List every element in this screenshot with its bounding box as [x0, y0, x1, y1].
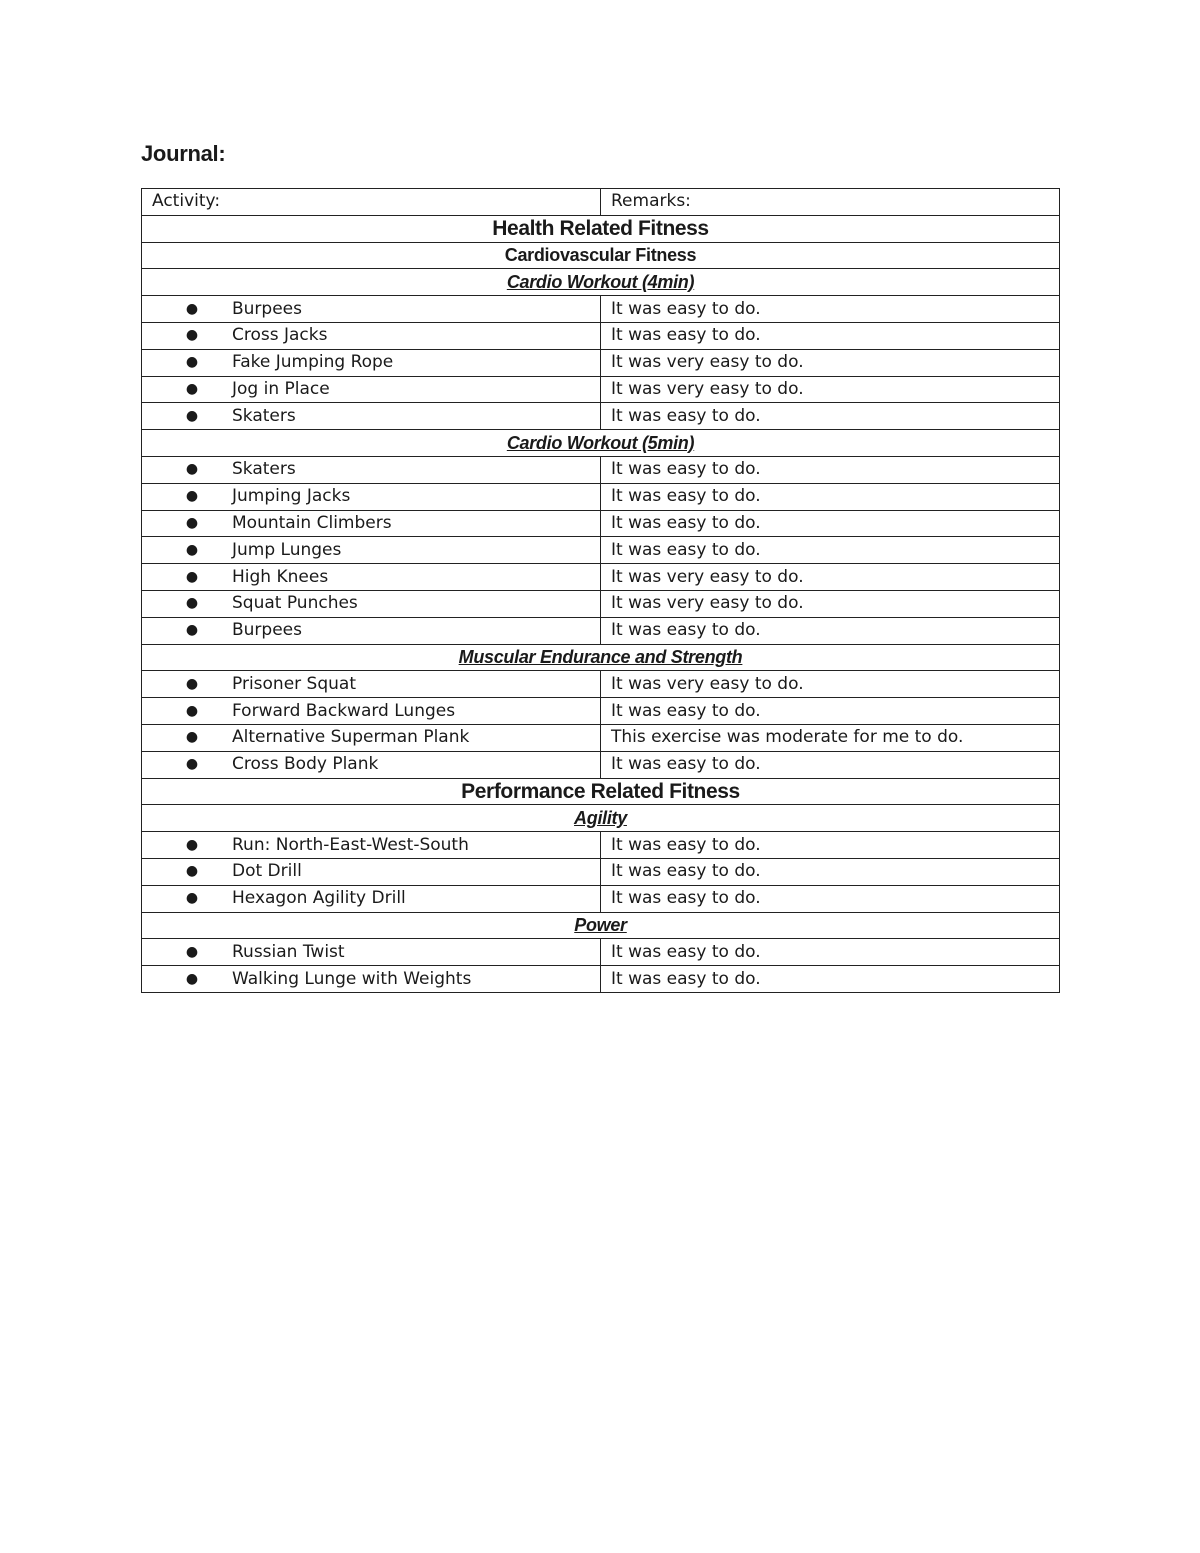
activity-text: Hexagon Agility Drill: [232, 888, 406, 909]
remark-cell: It was easy to do.: [601, 537, 1060, 564]
remark-cell: It was easy to do.: [601, 858, 1060, 885]
bullet-icon: ●: [185, 541, 199, 558]
activity-text: Burpees: [232, 298, 302, 319]
section-heading-row: [142, 778, 1060, 805]
bullet-icon: ●: [185, 675, 199, 692]
activity-text: Russian Twist: [232, 941, 345, 962]
remark-cell: It was easy to do.: [601, 885, 1060, 912]
activity-cell: [142, 322, 601, 349]
activity-cell: [142, 751, 601, 778]
table-row: [142, 617, 1060, 644]
activity-cell: [142, 564, 601, 591]
activity-cell: [142, 537, 601, 564]
workout-heading: Muscular Endurance and Strength: [142, 644, 1060, 671]
activity-cell: [142, 590, 601, 617]
table-row: [142, 751, 1060, 778]
bullet-icon: ●: [185, 461, 199, 478]
activity-text: Forward Backward Lunges: [232, 700, 456, 721]
bullet-icon: ●: [185, 702, 199, 719]
activity-cell: [142, 510, 601, 537]
activity-text: Skaters: [232, 459, 296, 480]
remark-cell: It was easy to do.: [601, 832, 1060, 859]
remark-cell: It was easy to do.: [601, 939, 1060, 966]
section-heading-row: [142, 215, 1060, 242]
workout-heading-row: [142, 912, 1060, 939]
bullet-icon: ●: [185, 622, 199, 639]
remark-cell: It was easy to do.: [601, 403, 1060, 430]
remark-cell: It was very easy to do.: [601, 671, 1060, 698]
activity-cell: [142, 296, 601, 323]
workout-heading-row: [142, 430, 1060, 457]
activity-cell: [142, 671, 601, 698]
table-row: [142, 832, 1060, 859]
remark-cell: It was easy to do.: [601, 751, 1060, 778]
remark-cell: It was easy to do.: [601, 510, 1060, 537]
bullet-icon: ●: [185, 407, 199, 424]
remark-cell: It was easy to do.: [601, 966, 1060, 993]
section-heading: Performance Related Fitness: [142, 778, 1060, 805]
activity-text: High Knees: [232, 566, 329, 587]
bullet-icon: ●: [185, 863, 199, 880]
activity-text: Cross Body Plank: [232, 754, 379, 775]
activity-cell: [142, 939, 601, 966]
remark-cell: It was easy to do.: [601, 456, 1060, 483]
bullet-icon: ●: [185, 514, 199, 531]
workout-heading-row: [142, 644, 1060, 671]
remark-cell: It was easy to do.: [601, 698, 1060, 725]
activity-text: Run: North-East-West-South: [232, 834, 469, 855]
activity-text: Fake Jumping Rope: [232, 352, 394, 373]
activity-cell: [142, 724, 601, 751]
activity-text: Burpees: [232, 620, 302, 641]
activity-text: Jog in Place: [232, 378, 330, 399]
table-header-row: [142, 189, 1060, 216]
table-row: [142, 966, 1060, 993]
activity-cell: [142, 483, 601, 510]
remark-cell: It was easy to do.: [601, 617, 1060, 644]
bullet-icon: ●: [185, 970, 199, 987]
bullet-icon: ●: [185, 595, 199, 612]
workout-heading: Cardio Workout (4min): [142, 269, 1060, 296]
activity-cell: [142, 456, 601, 483]
activity-text: Cross Jacks: [232, 325, 328, 346]
workout-heading: Power: [142, 912, 1060, 939]
remark-cell: It was easy to do.: [601, 322, 1060, 349]
activity-cell: [142, 966, 601, 993]
table-row: [142, 510, 1060, 537]
subsection-heading-row: [142, 242, 1060, 269]
activity-text: Dot Drill: [232, 861, 302, 882]
bullet-icon: ●: [185, 568, 199, 585]
workout-heading: Agility: [142, 805, 1060, 832]
table-row: [142, 403, 1060, 430]
bullet-icon: ●: [185, 890, 199, 907]
activity-cell: [142, 832, 601, 859]
journal-table-body: [142, 189, 1060, 993]
remark-cell: It was easy to do.: [601, 483, 1060, 510]
table-row: [142, 456, 1060, 483]
bullet-icon: ●: [185, 943, 199, 960]
table-row: [142, 349, 1060, 376]
table-row: [142, 885, 1060, 912]
activity-text: Walking Lunge with Weights: [232, 968, 472, 989]
table-row: [142, 858, 1060, 885]
activity-cell: [142, 858, 601, 885]
table-row: [142, 564, 1060, 591]
activity-text: Alternative Superman Plank: [232, 727, 470, 748]
activity-cell: [142, 698, 601, 725]
bullet-icon: ●: [185, 756, 199, 773]
activity-cell: [142, 349, 601, 376]
section-heading: Health Related Fitness: [142, 215, 1060, 242]
page-title: Journal:: [141, 141, 226, 166]
bullet-icon: ●: [185, 354, 199, 371]
table-row: [142, 939, 1060, 966]
table-row: [142, 698, 1060, 725]
workout-heading: Cardio Workout (5min): [142, 430, 1060, 457]
table-row: [142, 376, 1060, 403]
table-row: [142, 322, 1060, 349]
table-row: [142, 590, 1060, 617]
activity-text: Skaters: [232, 405, 296, 426]
table-row: [142, 671, 1060, 698]
bullet-icon: ●: [185, 729, 199, 746]
bullet-icon: ●: [185, 327, 199, 344]
table-row: [142, 296, 1060, 323]
activity-cell: [142, 403, 601, 430]
activity-column-header: Activity:: [142, 189, 601, 216]
remark-cell: It was easy to do.: [601, 296, 1060, 323]
table-row: [142, 724, 1060, 751]
subsection-heading: Cardiovascular Fitness: [142, 242, 1060, 269]
bullet-icon: ●: [185, 380, 199, 397]
activity-cell: [142, 376, 601, 403]
bullet-icon: ●: [185, 300, 199, 317]
bullet-icon: ●: [185, 488, 199, 505]
remark-cell: It was very easy to do.: [601, 376, 1060, 403]
journal-table: [141, 188, 1060, 993]
remark-cell: It was very easy to do.: [601, 349, 1060, 376]
remark-cell: This exercise was moderate for me to do.: [601, 724, 1060, 751]
remark-cell: It was very easy to do.: [601, 564, 1060, 591]
bullet-icon: ●: [185, 836, 199, 853]
activity-cell: [142, 885, 601, 912]
remark-cell: It was very easy to do.: [601, 590, 1060, 617]
activity-text: Prisoner Squat: [232, 673, 356, 694]
activity-text: Mountain Climbers: [232, 512, 392, 533]
workout-heading-row: [142, 269, 1060, 296]
workout-heading-row: [142, 805, 1060, 832]
table-row: [142, 483, 1060, 510]
activity-text: Jump Lunges: [232, 539, 342, 560]
remarks-column-header: Remarks:: [601, 189, 1060, 216]
table-row: [142, 537, 1060, 564]
activity-cell: [142, 617, 601, 644]
activity-text: Jumping Jacks: [232, 486, 351, 507]
activity-text: Squat Punches: [232, 593, 358, 614]
